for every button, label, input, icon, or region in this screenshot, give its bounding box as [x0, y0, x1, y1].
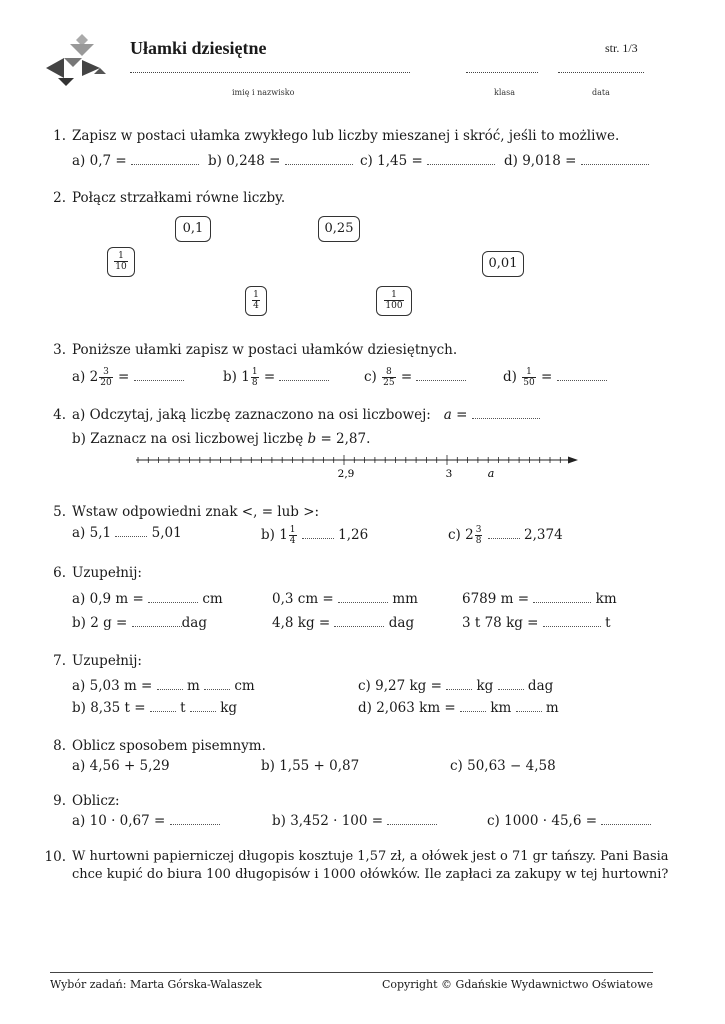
q7-item-d: d) 2,063 km = km m: [358, 700, 559, 716]
q6-answer-a3[interactable]: [533, 592, 591, 603]
q6-answer-a1[interactable]: [148, 592, 198, 603]
date-field[interactable]: [558, 72, 644, 73]
q10-line-1: W hurtowni papierniczej długopis kosztuje 1,57 zł, a ołówek jest o 71 gr tańszy. Pani Basia: [72, 849, 669, 864]
q9-item-a: a) 10 · 0,67 =: [72, 813, 220, 829]
q1-item-a: a) 0,7 =: [72, 153, 199, 169]
q7-item-a: a) 5,03 m = m cm: [72, 678, 255, 694]
q8-item-c: c) 50,63 − 4,58: [450, 758, 556, 774]
class-field[interactable]: [466, 72, 538, 73]
q9-answer-b[interactable]: [387, 814, 437, 825]
q2-box-0-01[interactable]: 0,01: [482, 251, 524, 277]
q5-text: Wstaw odpowiedni znak <, = lub >:: [72, 504, 320, 520]
q5-answer-c[interactable]: [488, 528, 520, 539]
q6-b3: 3 t 78 kg = t: [462, 615, 611, 631]
q2-box-0-1[interactable]: 0,1: [175, 216, 211, 242]
q1-item-d: d) 9,018 =: [504, 153, 649, 169]
q8-item-b: b) 1,55 + 0,87: [261, 758, 360, 774]
q6-answer-b3[interactable]: [543, 616, 601, 627]
q2-box-frac-1-4[interactable]: $\frac{1}{4}$: [245, 286, 267, 316]
q2-number: 2.: [53, 190, 66, 206]
q2-box-0-25[interactable]: 0,25: [318, 216, 360, 242]
tick-label-3: 3: [445, 468, 453, 480]
page-title: Ułamki dziesiętne: [130, 38, 267, 58]
q1-item-b: b) 0,248 =: [208, 153, 353, 169]
q2-box-frac-1-10[interactable]: $\frac{1}{10}$: [107, 247, 135, 277]
q3-answer-d[interactable]: [557, 370, 607, 381]
q5-answer-a[interactable]: [115, 526, 147, 537]
q8-item-a: a) 4,56 + 5,29: [72, 758, 170, 774]
q6-answer-b1[interactable]: [132, 616, 182, 627]
publisher-logo: [44, 34, 108, 86]
q3-answer-b[interactable]: [279, 370, 329, 381]
tick-label-a: a: [487, 467, 495, 480]
q9-text: Oblicz:: [72, 793, 120, 809]
page-number: str. 1/3: [605, 41, 638, 55]
footer-divider: [50, 972, 653, 973]
q7-item-b: b) 8,35 t = t kg: [72, 700, 238, 716]
q1-answer-d[interactable]: [581, 154, 649, 165]
date-label: data: [592, 88, 610, 97]
q3-answer-a[interactable]: [134, 370, 184, 381]
q9-item-c: c) 1000 · 45,6 =: [487, 813, 651, 829]
q5-answer-b[interactable]: [302, 528, 334, 539]
q2-box-frac-1-100[interactable]: $\frac{1}{100}$: [376, 286, 412, 316]
q7-answer-c2[interactable]: [498, 679, 524, 690]
q9-number: 9.: [53, 793, 66, 809]
q5-number: 5.: [53, 504, 66, 520]
q1-number: 1.: [53, 128, 66, 144]
q3-item-a: a) 2 $\frac{3}{20}$ =: [72, 367, 184, 388]
tick-label-2-9: 2,9: [337, 468, 355, 480]
q7-text: Uzupełnij:: [72, 653, 142, 669]
q3-item-b: b) 1 $\frac{1}{8}$ =: [223, 367, 329, 388]
q6-number: 6.: [53, 565, 66, 581]
q1-answer-a[interactable]: [131, 154, 199, 165]
q9-answer-a[interactable]: [170, 814, 220, 825]
q8-number: 8.: [53, 738, 66, 754]
q4-number: 4.: [53, 407, 66, 423]
q3-text: Poniższe ułamki zapisz w postaci ułamków dziesiętnych.: [72, 342, 458, 358]
q1-text: Zapisz w postaci ułamka zwykłego lub liczby mieszanej i skróć, jeśli to możliwe.: [72, 128, 620, 144]
q7-number: 7.: [53, 653, 66, 669]
q2-text: Połącz strzałkami równe liczby.: [72, 190, 286, 206]
name-field[interactable]: [130, 72, 410, 73]
q6-answer-b2[interactable]: [334, 616, 384, 627]
q6-answer-a2[interactable]: [338, 592, 388, 603]
q3-item-c: c) $\frac{8}{25}$ =: [364, 367, 466, 388]
q3-number: 3.: [53, 342, 66, 358]
q7-answer-a1[interactable]: [157, 679, 183, 690]
footer-copyright: Copyright © Gdańskie Wydawnictwo Oświatowe: [381, 978, 653, 991]
q4-answer-a[interactable]: [472, 408, 540, 419]
q6-a2: 0,3 cm = mm: [272, 591, 418, 607]
q6-a3: 6789 m = km: [462, 591, 617, 607]
q10-line-2: chce kupić do biura 100 długopisów i 1000 ołówków. Ile zapłaci za zakupy w tej hurtowni?: [72, 867, 669, 882]
q3-answer-c[interactable]: [416, 370, 466, 381]
class-label: klasa: [494, 88, 516, 97]
q1-item-c: c) 1,45 =: [360, 153, 495, 169]
q6-b2: 4,8 kg = dag: [272, 615, 415, 631]
q1-answer-b[interactable]: [285, 154, 353, 165]
q4-a-text: a) Odczytaj, jaką liczbę zaznaczono na osi liczbowej: a =: [72, 407, 540, 423]
q7-answer-d2[interactable]: [516, 701, 542, 712]
q7-answer-a2[interactable]: [204, 679, 230, 690]
q9-answer-c[interactable]: [601, 814, 651, 825]
q7-answer-b1[interactable]: [150, 701, 176, 712]
q6-a1: a) 0,9 m = cm: [72, 591, 223, 607]
name-label: imię i nazwisko: [232, 88, 295, 97]
q7-item-c: c) 9,27 kg = kg dag: [358, 678, 554, 694]
q7-answer-d1[interactable]: [460, 701, 486, 712]
q3-item-d: d) $\frac{1}{50}$ =: [503, 367, 607, 388]
footer-author: Wybór zadań: Marta Górska-Walaszek: [50, 978, 262, 991]
q7-answer-c1[interactable]: [446, 679, 472, 690]
q6-text: Uzupełnij:: [72, 565, 142, 581]
q6-b1: b) 2 g = dag: [72, 615, 207, 631]
q10-number: 10.: [44, 849, 66, 865]
q5-item-c: c) 2 $\frac{3}{8}$ 2,374: [448, 525, 563, 546]
q4-b-text: b) Zaznacz na osi liczbowej liczbę b = 2,87.: [72, 431, 371, 447]
q5-item-b: b) 1 $\frac{1}{4}$ 1,26: [261, 525, 369, 546]
number-line-arrow: [568, 457, 578, 464]
q1-answer-c[interactable]: [427, 154, 495, 165]
q5-item-a: a) 5,1 5,01: [72, 525, 182, 541]
number-line[interactable]: [130, 452, 585, 484]
q8-text: Oblicz sposobem pisemnym.: [72, 738, 266, 754]
q9-item-b: b) 3,452 · 100 =: [272, 813, 437, 829]
q7-answer-b2[interactable]: [190, 701, 216, 712]
